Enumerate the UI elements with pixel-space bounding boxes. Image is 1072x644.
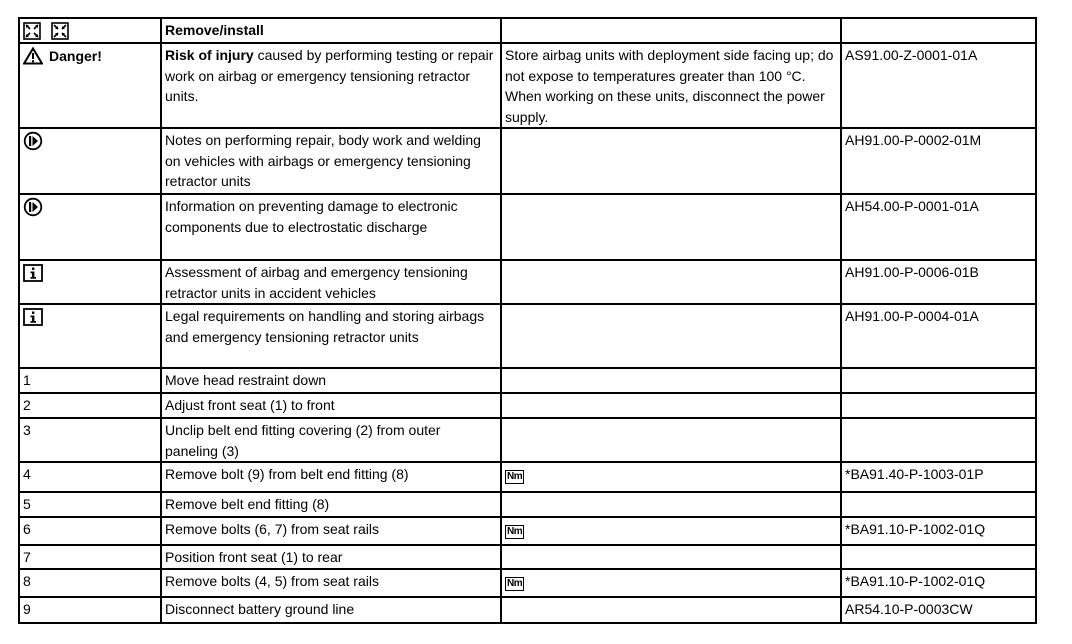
warning-note-icon [23, 197, 43, 217]
step-text: Remove bolt (9) from belt end fitting (8) [161, 462, 501, 492]
header-col3 [501, 18, 841, 43]
note-reference[interactable]: AH54.00-P-0001-01A [841, 194, 1036, 260]
note-icon-cell [19, 304, 161, 368]
step-number: 1 [19, 368, 161, 393]
header-title: Remove/install [161, 18, 501, 43]
note-empty [501, 128, 841, 194]
torque-nm-icon[interactable]: Nm [507, 578, 523, 589]
step-reference [841, 492, 1036, 517]
step-number: 5 [19, 492, 161, 517]
step-reference [841, 393, 1036, 418]
danger-description [161, 43, 501, 128]
step-text: Adjust front seat (1) to front [161, 393, 501, 418]
step-torque [501, 368, 841, 393]
note-text: Information on preventing damage to electronic components due to electrostatic discharge [161, 194, 501, 260]
danger-label: Danger! [49, 48, 102, 65]
step-number: 3 [19, 418, 161, 462]
warning-note-icon [23, 131, 43, 151]
note-reference[interactable]: AH91.00-P-0004-01A [841, 304, 1036, 368]
danger-cell [19, 43, 161, 128]
note-reference[interactable]: AH91.00-P-0006-01B [841, 260, 1036, 304]
note-text: Legal requirements on handling and storing airbags and emergency tensioning retractor units [161, 304, 501, 368]
note-reference[interactable]: AH91.00-P-0002-01M [841, 128, 1036, 194]
step-reference [841, 545, 1036, 569]
danger-reference[interactable]: AS91.00-Z-0001-01A [841, 43, 1036, 128]
note-row [19, 194, 1036, 260]
step-reference[interactable]: AR54.10-P-0003CW [841, 597, 1036, 623]
risk-of-injury-label: Risk of injury [165, 47, 254, 63]
install-icon [51, 22, 69, 40]
step-row [19, 492, 1036, 517]
step-torque [501, 597, 841, 623]
torque-nm-icon[interactable]: Nm [507, 471, 523, 482]
step-number: 2 [19, 393, 161, 418]
danger-row [19, 43, 1036, 128]
step-reference [841, 368, 1036, 393]
step-text: Move head restraint down [161, 368, 501, 393]
note-empty [501, 194, 841, 260]
step-text: Remove bolts (6, 7) from seat rails [161, 517, 501, 545]
risk-description: caused by performing testing or repair work on airbag or emergency tensioning retractor units. [165, 47, 494, 104]
step-text: Unclip belt end fitting covering (2) from outer paneling (3) [161, 418, 501, 462]
header-icons-cell [19, 18, 161, 43]
step-text: Disconnect battery ground line [161, 597, 501, 623]
note-empty [501, 304, 841, 368]
step-number: 9 [19, 597, 161, 623]
step-row [19, 368, 1036, 393]
step-torque [501, 418, 841, 462]
note-text: Notes on performing repair, body work and welding on vehicles with airbags or emergency tensioning retractor units [161, 128, 501, 194]
step-torque [501, 517, 841, 545]
note-text: Assessment of airbag and emergency tensioning retractor units in accident vehicles [161, 260, 501, 304]
step-number: 7 [19, 545, 161, 569]
step-row [19, 462, 1036, 492]
step-reference[interactable]: *BA91.10-P-1002-01Q [841, 569, 1036, 597]
step-text: Position front seat (1) to rear [161, 545, 501, 569]
step-number: 6 [19, 517, 161, 545]
step-row [19, 393, 1036, 418]
step-number: 4 [19, 462, 161, 492]
info-icon [23, 308, 43, 326]
step-torque [501, 492, 841, 517]
step-row [19, 517, 1036, 545]
step-torque [501, 545, 841, 569]
step-row [19, 545, 1036, 569]
step-reference[interactable]: *BA91.40-P-1003-01P [841, 462, 1036, 492]
header-col4 [841, 18, 1036, 43]
note-icon-cell [19, 260, 161, 304]
step-row [19, 418, 1036, 462]
note-icon-cell [19, 128, 161, 194]
info-icon [23, 264, 43, 282]
procedure-table [18, 17, 1037, 624]
note-row [19, 128, 1036, 194]
step-row [19, 597, 1036, 623]
step-text: Remove belt end fitting (8) [161, 492, 501, 517]
step-reference [841, 418, 1036, 462]
note-row [19, 304, 1036, 368]
step-number: 8 [19, 569, 161, 597]
warning-triangle-icon [23, 47, 43, 65]
note-icon-cell [19, 194, 161, 260]
step-torque [501, 569, 841, 597]
step-row [19, 569, 1036, 597]
header-row [19, 18, 1036, 43]
step-text: Remove bolts (4, 5) from seat rails [161, 569, 501, 597]
torque-nm-icon[interactable]: Nm [507, 526, 523, 537]
step-reference[interactable]: *BA91.10-P-1002-01Q [841, 517, 1036, 545]
step-torque [501, 462, 841, 492]
danger-action: Store airbag units with deployment side facing up; do not expose to temperatures greater than 100 °C. When working on these units, disconnect the power supply. [501, 43, 841, 128]
note-row [19, 260, 1036, 304]
remove-icon [23, 22, 41, 40]
step-torque [501, 393, 841, 418]
note-empty [501, 260, 841, 304]
